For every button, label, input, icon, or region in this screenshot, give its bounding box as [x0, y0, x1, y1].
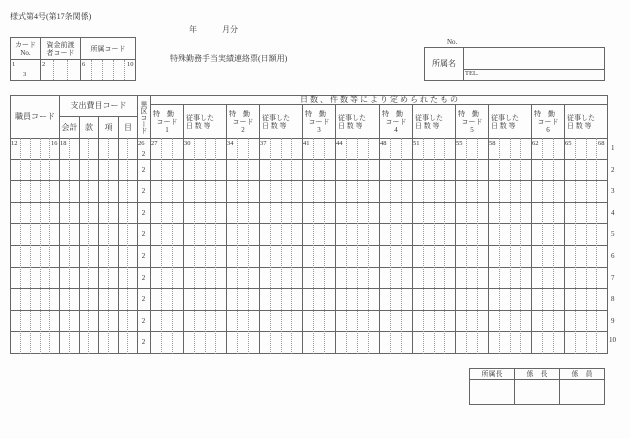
days-worked-header-5: [488, 104, 532, 139]
data-row[interactable]: [10, 332, 616, 354]
days-worked-label: 日 数 等: [338, 121, 363, 130]
special-code-index: 2: [241, 125, 245, 134]
row-number: 8: [611, 295, 615, 304]
card-no-label-2: No.: [20, 48, 31, 57]
data-row[interactable]: [10, 181, 615, 203]
data-row[interactable]: [10, 268, 615, 290]
dept-name-label: 所属名: [432, 59, 456, 68]
special-code-label: 特 勤: [458, 109, 479, 118]
days-worked-label: 日 数 等: [415, 121, 440, 130]
days-worked-label: 日 数 等: [186, 121, 211, 130]
special-code-label: 特 勤: [305, 109, 326, 118]
advance-code-header: [40, 37, 81, 60]
form-number-label: 様式第4号(第17条関係): [10, 12, 92, 21]
grid-line: [98, 138, 99, 354]
row-number: 1: [611, 144, 615, 152]
data-row[interactable]: [10, 311, 615, 333]
col-number: 2: [42, 61, 46, 68]
col-number: 1: [12, 61, 16, 68]
grid-line: [40, 138, 41, 354]
data-row[interactable]: [10, 203, 615, 225]
grid-line: [102, 60, 103, 80]
col-number: 68: [598, 140, 605, 147]
grid-line: [205, 138, 206, 354]
grid-line: [215, 138, 216, 354]
col-number: 10: [127, 61, 134, 68]
col-number: 12: [11, 140, 18, 147]
col-number: 65: [565, 140, 572, 147]
change-code-value: 2: [141, 338, 146, 347]
data-row[interactable]: [10, 160, 615, 182]
moku-label: 目: [124, 122, 132, 132]
change-code-value: 2: [141, 252, 146, 260]
grid-line: [281, 138, 282, 354]
change-code-value: 2: [141, 187, 146, 196]
row-number: 3: [611, 187, 615, 196]
special-code-header-5: [455, 104, 489, 139]
advance-code-label-1: 資金前渡: [46, 40, 75, 49]
grid-line: [20, 138, 21, 354]
year-label: 年: [189, 25, 197, 34]
grid-line: [520, 138, 521, 354]
days-worked-label: 日 数 等: [262, 121, 287, 130]
grid-line: [390, 138, 391, 354]
row-number: 9: [611, 316, 615, 325]
days-worked-label: 日 数 等: [567, 121, 592, 130]
kan-label: 款: [85, 122, 93, 132]
grid-line: [69, 138, 70, 354]
expense-code-label: 支出費目コード: [70, 101, 127, 110]
advance-code-input[interactable]: [40, 59, 81, 81]
col-number: 26: [138, 140, 145, 147]
grid-line: [531, 138, 532, 354]
card-no-label-1: カード: [15, 40, 36, 49]
special-code-label: コード: [232, 117, 254, 126]
tel-label: TEL.: [465, 70, 479, 77]
row-number: 10: [609, 336, 616, 345]
grid-line: [67, 60, 68, 80]
grid-line: [30, 138, 31, 354]
change-code-value: 2: [141, 150, 146, 158]
approval-label: 所属長: [481, 370, 503, 378]
days-worked-label: 従事した: [415, 113, 443, 122]
grid-line: [346, 138, 347, 354]
grid-line: [553, 138, 554, 354]
grid-line: [183, 138, 184, 354]
dept-name-label-cell: [424, 47, 464, 81]
approval-label: 係 長: [526, 370, 548, 378]
grid-line: [313, 138, 314, 354]
accounting-header: [59, 116, 80, 139]
row-number: 4: [611, 208, 615, 217]
expense-code-header: [59, 95, 138, 117]
days-worked-header-4: [412, 104, 456, 139]
grid-line: [466, 138, 467, 354]
tel-field[interactable]: [463, 69, 605, 81]
grid-line: [127, 138, 128, 354]
dept-code-label: 所属コード: [90, 44, 126, 53]
grid-line: [108, 138, 109, 354]
month-label: 月分: [222, 25, 238, 34]
special-code-index: 3: [317, 125, 321, 134]
days-worked-label: 従事した: [338, 113, 366, 122]
grid-line: [172, 138, 173, 354]
data-row[interactable]: [10, 224, 615, 246]
special-code-index: 1: [165, 125, 169, 134]
grid-line: [59, 138, 60, 354]
col-number: 27: [151, 140, 158, 147]
grid-line: [607, 138, 608, 354]
special-code-header-3: [302, 104, 336, 139]
days-worked-label: 従事した: [491, 113, 519, 122]
grid-line: [455, 138, 456, 354]
special-code-index: 4: [394, 125, 398, 134]
col-number: 18: [60, 140, 67, 147]
change-code-label: 異区コード: [140, 100, 148, 134]
grid-line: [118, 138, 119, 354]
grid-line: [586, 138, 587, 354]
grid-line: [379, 138, 380, 354]
grid-line: [137, 138, 138, 354]
grid-line: [91, 60, 92, 80]
grid-line: [237, 138, 238, 354]
grid-line: [53, 60, 54, 80]
days-worked-header-2: [259, 104, 303, 139]
special-code-index: 5: [470, 125, 474, 134]
dept-name-field[interactable]: [463, 47, 605, 70]
grid-line: [79, 138, 80, 354]
grid-line: [226, 138, 227, 354]
change-code-value: 2: [141, 230, 146, 239]
grid-line: [248, 138, 249, 354]
card-no-header: [10, 37, 41, 60]
special-code-header-2: [226, 104, 260, 139]
kou-header: [98, 116, 119, 139]
special-code-label: 特 勤: [229, 109, 250, 118]
grid-line: [444, 138, 445, 354]
grid-line: [324, 138, 325, 354]
days-worked-label: 従事した: [262, 113, 290, 122]
approval-stamp-dept-head[interactable]: [469, 379, 515, 405]
grid-line: [368, 138, 369, 354]
special-code-header-6: [531, 104, 565, 139]
col-number: 62: [532, 140, 539, 147]
grid-line: [88, 138, 89, 354]
change-code-header: [137, 95, 151, 139]
grid-line: [434, 138, 435, 354]
special-code-label: コード: [537, 117, 559, 126]
grid-line: [401, 138, 402, 354]
grid-line: [113, 60, 114, 80]
col-number: 30: [184, 140, 191, 147]
days-worked-label: 日 数 等: [491, 121, 516, 130]
col-number: 34: [227, 140, 234, 147]
data-row[interactable]: [10, 246, 615, 268]
grid-line: [150, 138, 151, 354]
change-code-value: 2: [141, 273, 146, 282]
special-code-label: コード: [308, 117, 330, 126]
grid-line: [161, 138, 162, 354]
grid-line: [10, 138, 11, 354]
no-label: No.: [447, 38, 458, 46]
approval-label: 係 員: [571, 370, 593, 378]
row-number: 7: [611, 273, 615, 282]
special-code-label: 特 勤: [153, 109, 174, 118]
days-worked-header-6: [564, 104, 608, 139]
col-number: 58: [489, 140, 496, 147]
grid-line: [335, 138, 336, 354]
days-worked-label: 従事した: [567, 113, 595, 122]
grid-line: [564, 138, 565, 354]
grid-line: [488, 138, 489, 354]
col-number: 51: [413, 140, 420, 147]
special-code-label: コード: [385, 117, 407, 126]
col-number: 48: [380, 140, 387, 147]
special-code-label: 特 勤: [382, 109, 403, 118]
kan-header: [79, 116, 99, 139]
grid-line: [477, 138, 478, 354]
grid-line: [596, 138, 597, 354]
grid-line: [510, 138, 511, 354]
col-number: 16: [51, 140, 58, 147]
special-code-label: コード: [156, 117, 178, 126]
grid-line: [423, 138, 424, 354]
change-code-value: 2: [141, 208, 146, 217]
days-worked-header-3: [335, 104, 380, 139]
special-code-index: 6: [546, 125, 550, 134]
col-number: 55: [456, 140, 463, 147]
grid-line: [575, 138, 576, 354]
col-number: 3: [23, 71, 27, 78]
special-code-label: コード: [461, 117, 483, 126]
moku-header: [118, 116, 138, 139]
staff-code-label: 職員コード: [15, 112, 55, 121]
special-code-header-1: [150, 104, 184, 139]
grid-line: [259, 138, 260, 354]
grid-line: [291, 138, 292, 354]
staff-code-header: [10, 95, 60, 139]
approval-stamp-chief[interactable]: [514, 379, 560, 405]
special-code-header-4: [379, 104, 413, 139]
change-code-value: 2: [141, 316, 146, 325]
col-number: 6: [82, 61, 86, 68]
change-code-value: 2: [141, 165, 146, 174]
grid-line: [270, 138, 271, 354]
grid-line: [542, 138, 543, 354]
grid-line: [124, 60, 125, 80]
row-number: 6: [611, 252, 615, 260]
row-number: 5: [611, 230, 615, 239]
kou-label: 項: [104, 122, 113, 132]
grid-line: [412, 138, 413, 354]
accounting-label: 会計: [61, 122, 78, 132]
grid-line: [49, 138, 50, 354]
grid-line: [194, 138, 195, 354]
special-code-label: 特 勤: [534, 109, 555, 118]
data-row[interactable]: [10, 289, 615, 311]
row-number: 2: [611, 165, 615, 174]
approval-stamp-staff[interactable]: [559, 379, 605, 405]
grid-line: [499, 138, 500, 354]
days-section-label: 日 数 、 件 数 等 に よ り 定 め ら れ た も の: [300, 95, 458, 104]
dept-code-header: [80, 37, 136, 60]
grid-line: [357, 138, 358, 354]
col-number: 41: [303, 140, 310, 147]
change-code-value: 2: [141, 295, 146, 304]
col-number: 37: [260, 140, 267, 147]
days-worked-label: 従事した: [186, 113, 214, 122]
grid-line: [302, 138, 303, 354]
col-number: 44: [336, 140, 343, 147]
days-worked-header-1: [183, 104, 227, 139]
advance-code-label-2: 者コード: [46, 48, 75, 57]
form-title: 特殊勤務手当実績連絡票(日額用): [170, 54, 288, 63]
